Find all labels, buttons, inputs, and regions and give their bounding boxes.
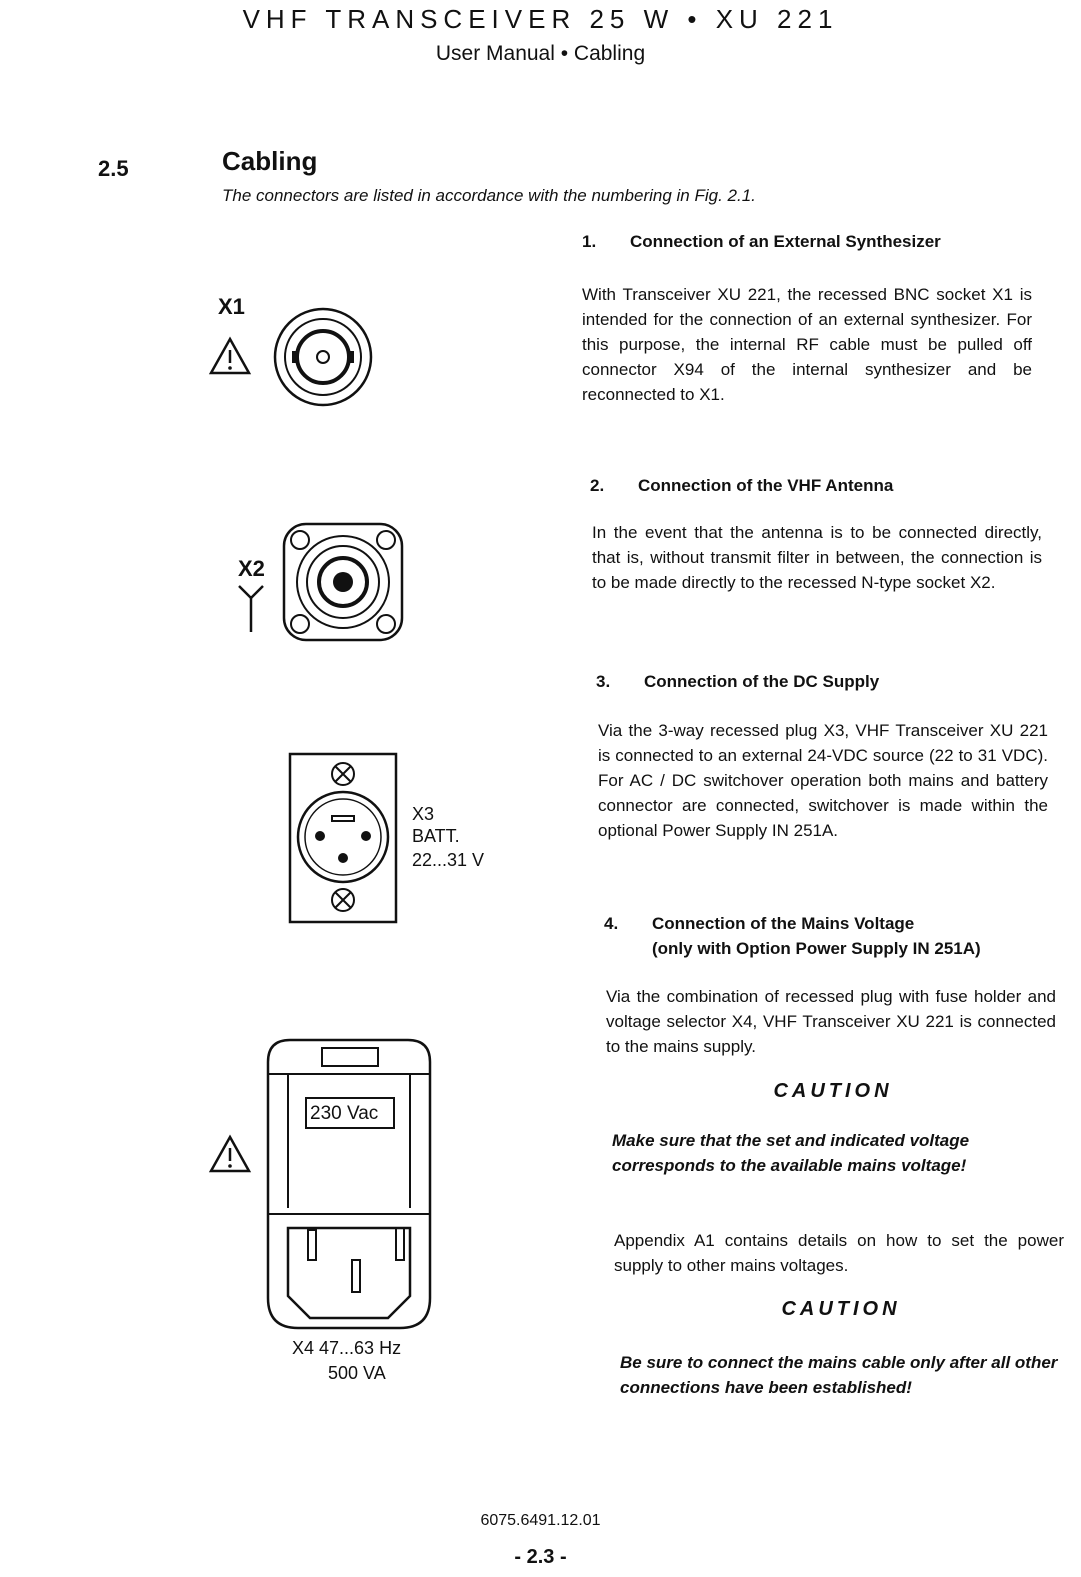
- item-1-title: Connection of an External Synthesizer: [630, 232, 941, 251]
- caution-2-text: Be sure to connect the mains cable only after all other connections have been established!: [620, 1353, 1058, 1397]
- n-type-socket-x2-icon: [282, 522, 404, 642]
- xlr-plug-x3-icon: [288, 752, 398, 924]
- warning-triangle-icon: [208, 336, 252, 376]
- caution-2-heading: CAUTION: [781, 1298, 901, 1320]
- item-4-text: Via the combination of recessed plug with fuse holder and voltage selector X4, VHF Transceiver XU 221 is connected to the mains supply.: [606, 987, 1056, 1056]
- item-2-text: In the event that the antenna is to be connected directly, that is, without transmit filter in between, the connection is to be made directly to the recessed N-type socket X2.: [592, 523, 1042, 592]
- item-3-title: Connection of the DC Supply: [644, 672, 880, 691]
- x4-power-label: 500 VA: [328, 1363, 386, 1383]
- voltage-selector-window: 230 Vac: [310, 1103, 379, 1124]
- document-title: VHF TRANSCEIVER 25 W • XU 221: [242, 4, 839, 34]
- mains-inlet-x4-icon: [266, 1038, 432, 1330]
- item-4-subtitle: (only with Option Power Supply IN 251A): [652, 939, 981, 958]
- x2-label: X2: [238, 556, 265, 581]
- section-intro: The connectors are listed in accordance with the numbering in Fig. 2.1.: [222, 186, 756, 205]
- x3-voltage-label: 22...31 V: [412, 850, 485, 870]
- item-4-number: 4.: [604, 914, 619, 933]
- appendix-note: Appendix A1 contains details on how to set the power supply to other mains voltages.: [614, 1231, 1064, 1275]
- item-1-number: 1.: [582, 232, 597, 251]
- item-2-heading: [590, 476, 893, 496]
- item-3-heading: [596, 672, 879, 692]
- bnc-socket-x1-icon: [272, 306, 374, 408]
- x3-batt-label: BATT.: [412, 826, 460, 846]
- document-subtitle: User Manual • Cabling: [435, 42, 646, 65]
- warning-triangle-icon: [208, 1134, 252, 1174]
- x1-label: X1: [218, 294, 245, 319]
- caution-1-text: Make sure that the set and indicated voltage corresponds to the available mains voltage!: [612, 1131, 970, 1175]
- page-number: - 2.3 -: [514, 1546, 567, 1568]
- item-2-number: 2.: [590, 476, 605, 495]
- item-3-number: 3.: [596, 672, 611, 691]
- item-2-title: Connection of the VHF Antenna: [638, 476, 894, 495]
- antenna-icon: [236, 584, 266, 634]
- item-1-heading: [582, 232, 941, 252]
- x3-label: X3: [412, 804, 435, 824]
- section-title: Cabling: [222, 146, 318, 176]
- item-4-heading: [604, 914, 914, 934]
- item-4-title: Connection of the Mains Voltage: [652, 914, 915, 933]
- item-1-text: With Transceiver XU 221, the recessed BNC socket X1 is intended for the connection of an external synthesizer. For this purpose, the internal RF cable must be pulled off connector X94 of the internal synthesizer and be reconnected to X1.: [582, 285, 1032, 404]
- section-number: 2.5: [98, 156, 129, 181]
- item-3-text: Via the 3-way recessed plug X3, VHF Transceiver XU 221 is connected to an external 24-VDC source (22 to 31 VDC). For AC / DC switchover operation both mains and battery connector are connected, switchover is made within the optional Power Supply IN 251A.: [598, 721, 1048, 840]
- document-number: 6075.6491.12.01: [480, 1512, 601, 1529]
- x4-label: X4 47...63 Hz: [292, 1338, 402, 1358]
- caution-1-heading: CAUTION: [773, 1080, 893, 1102]
